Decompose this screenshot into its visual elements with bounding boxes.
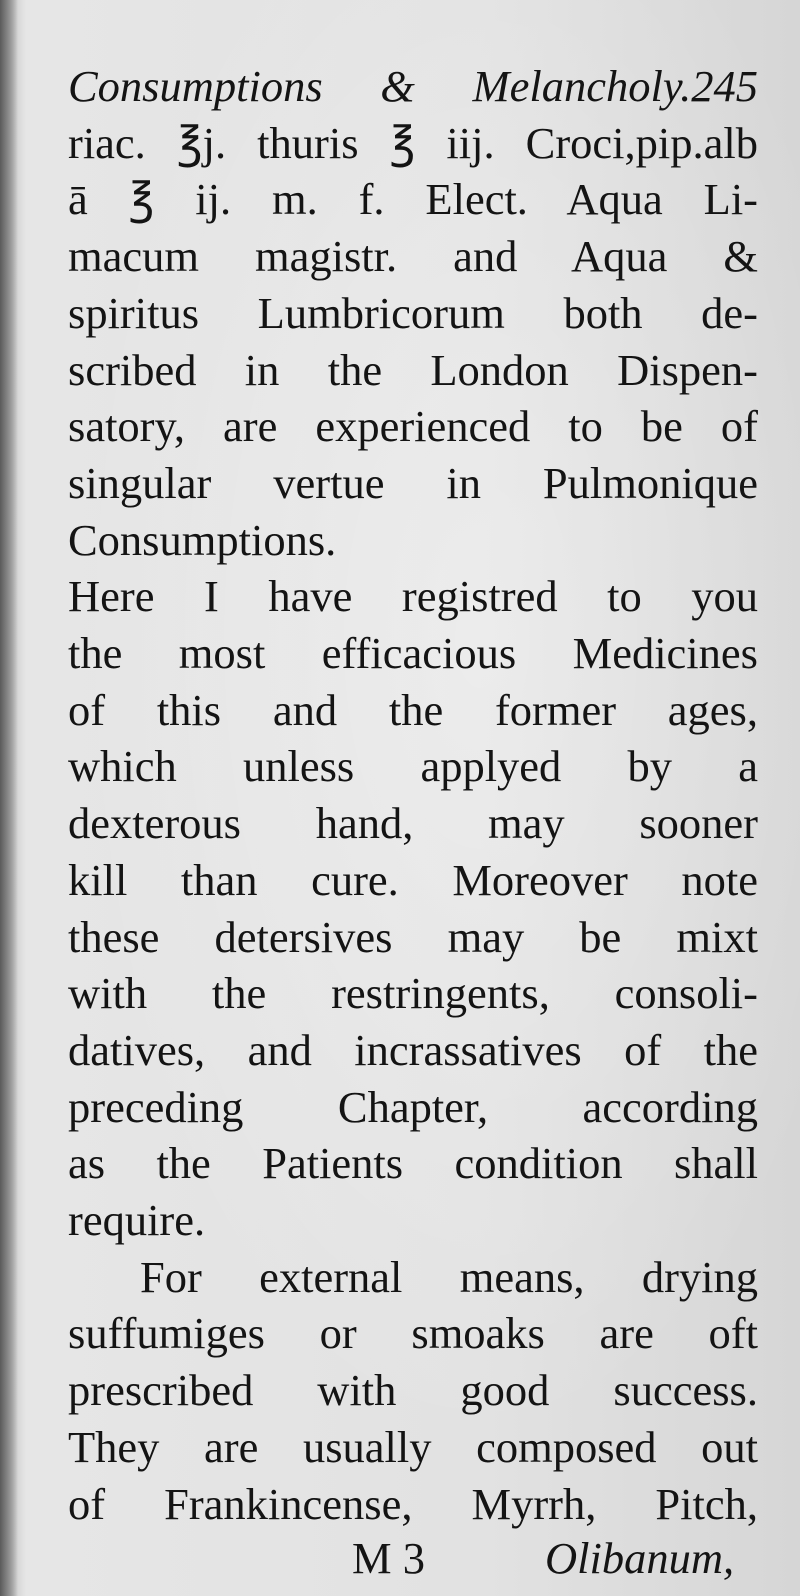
running-header: Consumptions & Melancholy.245 bbox=[68, 61, 758, 111]
text-line: ā ℥ ij. m. f. Elect. Aqua Li- bbox=[68, 174, 758, 225]
page-text bbox=[68, 58, 758, 1532]
page-gutter-shadow bbox=[0, 0, 18, 1596]
text-line: prescribed with good success. bbox=[68, 1365, 758, 1416]
text-line: kill than cure. Moreover note bbox=[68, 854, 758, 905]
text-line: of Frankincense, Myrrh, Pitch, bbox=[68, 1478, 758, 1529]
text-line: Here I have registred to you bbox=[68, 571, 758, 622]
text-line: as the Patients condition shall bbox=[68, 1138, 758, 1189]
text-line: riac. ℥j. thuris ℥ iij. Croci,pip.alb bbox=[68, 117, 758, 168]
text-line: scribed in the London Dispen- bbox=[68, 344, 758, 395]
text-line: which unless applyed by a bbox=[68, 741, 758, 792]
signature-mark: M 3 bbox=[352, 1533, 425, 1583]
catchword: Olibanum, bbox=[545, 1533, 735, 1583]
text-line: Consumptions. bbox=[68, 514, 337, 565]
text-line: For external means, drying bbox=[140, 1251, 758, 1302]
text-line: preceding Chapter, according bbox=[68, 1081, 758, 1132]
text-line: spiritus Lumbricorum both de- bbox=[68, 287, 758, 338]
text-line: of this and the former ages, bbox=[68, 684, 758, 735]
text-line: macum magistr. and Aqua & bbox=[68, 231, 758, 282]
text-line: satory, are experienced to be of bbox=[68, 401, 758, 452]
page-footer bbox=[0, 1530, 800, 1586]
text-line: singular vertue in Pulmonique bbox=[68, 457, 758, 508]
text-line: They are usually composed out bbox=[68, 1421, 758, 1472]
text-line: with the restringents, consoli- bbox=[68, 968, 758, 1019]
text-line: these detersives may be mixt bbox=[68, 911, 758, 962]
text-line: datives, and incrassatives of the bbox=[68, 1024, 758, 1075]
text-line: the most efficacious Medicines bbox=[68, 628, 758, 679]
text-line: require. bbox=[68, 1195, 206, 1246]
text-line: dexterous hand, may sooner bbox=[68, 798, 758, 849]
text-line: suffumiges or smoaks are oft bbox=[68, 1308, 758, 1359]
